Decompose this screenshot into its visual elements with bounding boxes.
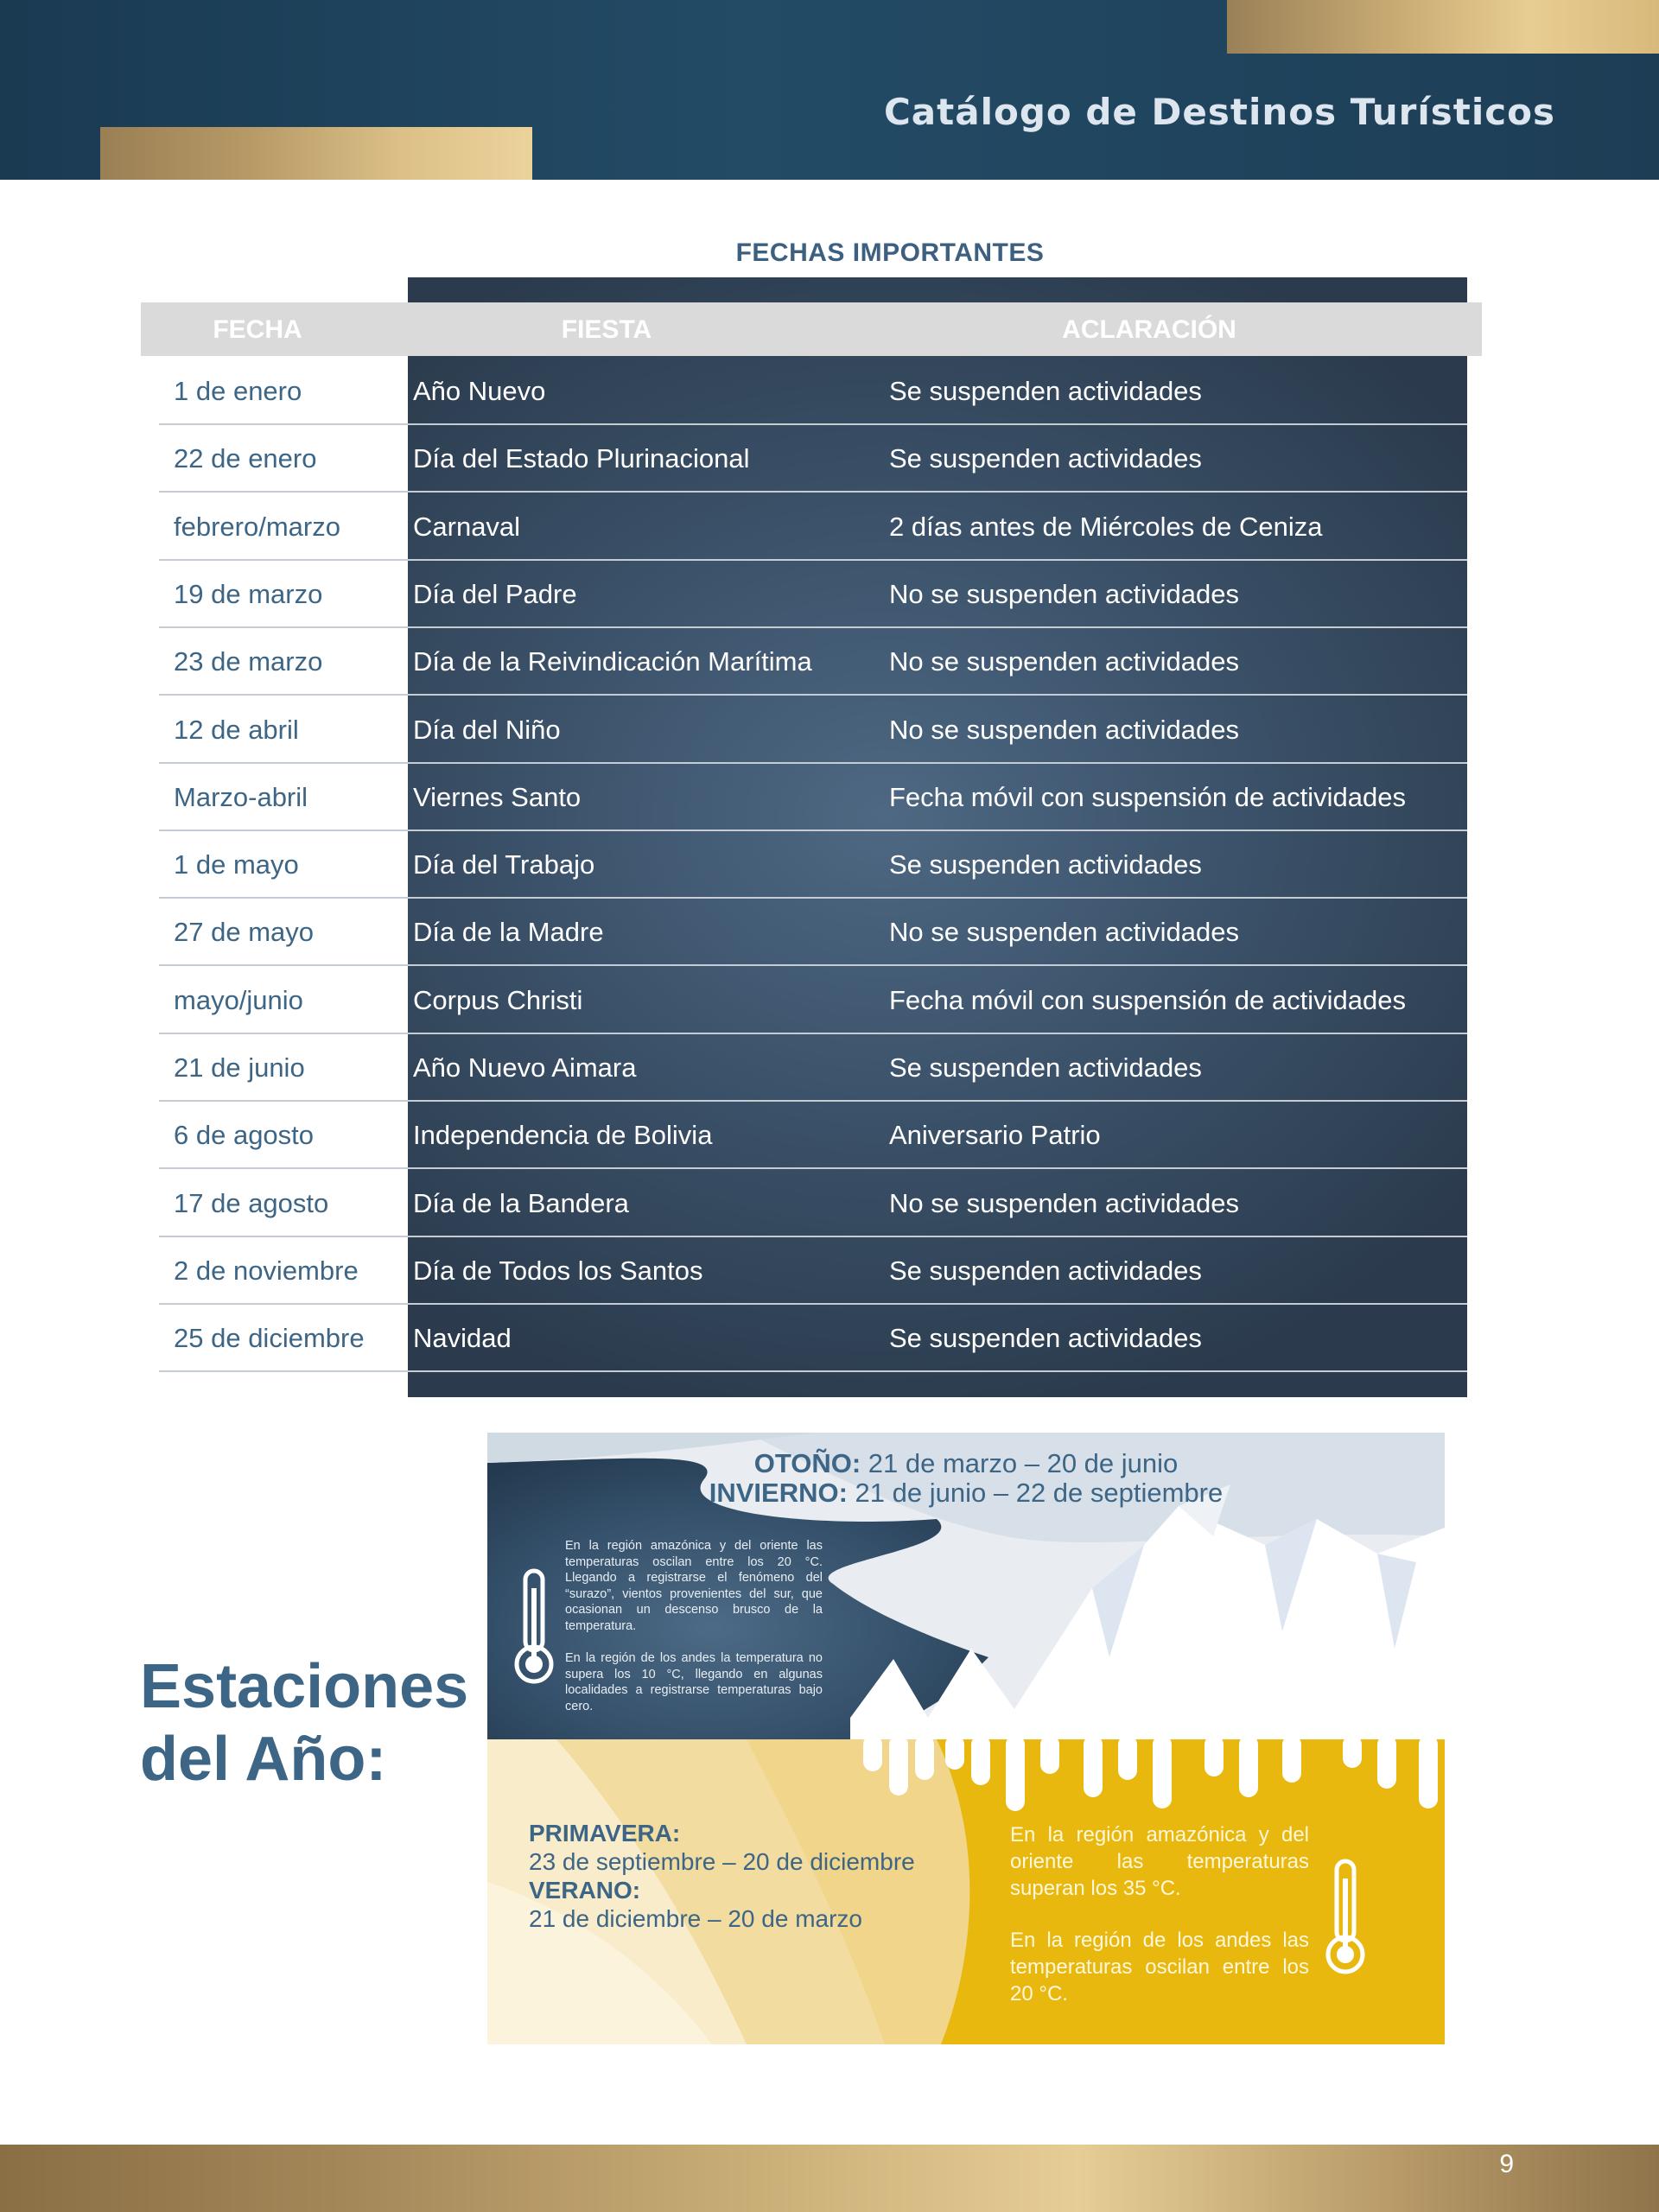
table-row <box>159 967 1467 1034</box>
cell-fecha: 12 de abril <box>174 714 299 745</box>
table-row <box>159 1034 1467 1102</box>
spring-label: PRIMAVERA: <box>529 1820 681 1847</box>
cell-fiesta: Viernes Santo <box>413 781 582 812</box>
cell-aclaracion: Se suspenden actividades <box>889 376 1202 406</box>
spring-summer-block <box>529 1819 915 1933</box>
summer-dates: 21 de diciembre – 20 de marzo <box>529 1905 862 1932</box>
cell-aclaracion: Se suspenden actividades <box>889 1052 1202 1083</box>
cell-fecha: 2 de noviembre <box>174 1255 359 1286</box>
cell-aclaracion: Aniversario Patrio <box>889 1120 1101 1151</box>
table-row <box>159 493 1467 561</box>
cell-fecha: 17 de agosto <box>174 1187 329 1218</box>
seasons-title-line1: Estaciones <box>140 1652 469 1721</box>
table-row <box>159 358 1467 425</box>
cell-fiesta: Día de la Bandera <box>413 1187 629 1218</box>
table-row <box>159 831 1467 899</box>
cell-fecha: 1 de enero <box>174 376 302 406</box>
cell-aclaracion: Se suspenden actividades <box>889 849 1202 880</box>
cell-fecha: 21 de junio <box>174 1052 305 1083</box>
cell-aclaracion: Se suspenden actividades <box>889 1255 1202 1286</box>
cell-fecha: 27 de mayo <box>174 917 314 948</box>
cell-fiesta: Día del Niño <box>413 714 561 745</box>
cell-aclaracion: No se suspenden actividades <box>889 714 1239 745</box>
table-row <box>159 764 1467 831</box>
table-row <box>159 628 1467 696</box>
cell-fecha: 19 de marzo <box>174 578 323 609</box>
table-row <box>159 1102 1467 1169</box>
cell-fiesta: Día de Todos los Santos <box>413 1255 703 1286</box>
table-row <box>159 1170 1467 1237</box>
gold-accent-bar-top <box>1227 0 1659 54</box>
cell-fiesta: Día de la Reivindicación Marítima <box>413 646 812 677</box>
cell-fecha: 23 de marzo <box>174 646 323 677</box>
table-row <box>159 1237 1467 1305</box>
cell-fiesta: Día de la Madre <box>413 917 604 948</box>
cell-fecha: 1 de mayo <box>174 849 299 880</box>
hot-climate-text-2: En la región de los andes las temperaturas oscilan entre los 20 °C. <box>1010 1929 1309 2005</box>
row-divider <box>159 1370 1467 1372</box>
cell-fecha: febrero/marzo <box>174 511 340 542</box>
cold-climate-text-2: En la región de los andes la temperatura no supera los 10 °C, llegando en algunas localidades a registrarse temperaturas bajo cero. <box>565 1651 823 1713</box>
cell-aclaracion: No se suspenden actividades <box>889 1187 1239 1218</box>
gold-accent-bar-left <box>100 127 532 180</box>
summer-label: VERANO: <box>529 1877 641 1904</box>
cell-fiesta: Día del Trabajo <box>413 849 595 880</box>
table-row <box>159 561 1467 628</box>
table-row <box>159 1305 1467 1372</box>
winter-label: INVIERNO: <box>709 1478 848 1508</box>
column-header-fecha: FECHA <box>213 315 302 344</box>
hot-climate-text-1: En la región amazónica y del oriente las temperaturas superan los 35 °C. <box>1010 1823 1309 1900</box>
footer-bar <box>0 2145 1659 2212</box>
seasons-title <box>140 1650 468 1796</box>
winter-dates: 21 de junio – 22 de septiembre <box>855 1478 1224 1508</box>
cell-fecha: 25 de diciembre <box>174 1323 365 1354</box>
cell-fiesta: Día del Padre <box>413 578 577 609</box>
seasons-title-line2: del Año: <box>140 1725 387 1794</box>
cell-fiesta: Año Nuevo Aimara <box>413 1052 637 1083</box>
cell-fiesta: Día del Estado Plurinacional <box>413 443 750 474</box>
cell-aclaracion: No se suspenden actividades <box>889 917 1239 948</box>
page-number: 9 <box>1499 2150 1514 2178</box>
cell-fecha: mayo/junio <box>174 984 303 1015</box>
cell-aclaracion: No se suspenden actividades <box>889 646 1239 677</box>
autumn-label: OTOÑO: <box>753 1448 861 1478</box>
cell-fiesta: Año Nuevo <box>413 376 546 406</box>
table-title: FECHAS IMPORTANTES <box>735 238 1045 267</box>
cell-aclaracion: No se suspenden actividades <box>889 578 1239 609</box>
winter-line <box>487 1478 1445 1509</box>
spring-dates: 23 de septiembre – 20 de diciembre <box>529 1848 915 1875</box>
cell-aclaracion: Se suspenden actividades <box>889 443 1202 474</box>
cell-fiesta: Independencia de Bolivia <box>413 1120 713 1151</box>
catalog-title: Catálogo de Destinos Turísticos <box>883 91 1555 133</box>
cell-fecha: Marzo-abril <box>174 781 308 812</box>
cell-fiesta: Carnaval <box>413 511 521 542</box>
autumn-line <box>487 1448 1445 1479</box>
cell-aclaracion: 2 días antes de Miércoles de Ceniza <box>889 511 1323 542</box>
cell-fecha: 22 de enero <box>174 443 317 474</box>
table-row <box>159 425 1467 493</box>
autumn-dates: 21 de marzo – 20 de junio <box>868 1448 1179 1478</box>
cell-aclaracion: Fecha móvil con suspensión de actividades <box>889 984 1406 1015</box>
cell-aclaracion: Fecha móvil con suspensión de actividades <box>889 781 1406 812</box>
cell-fiesta: Navidad <box>413 1323 512 1354</box>
cell-fiesta: Corpus Christi <box>413 984 583 1015</box>
cell-aclaracion: Se suspenden actividades <box>889 1323 1202 1354</box>
column-header-fiesta: FIESTA <box>561 315 652 344</box>
table-row <box>159 696 1467 764</box>
column-header-aclaracion: ACLARACIÓN <box>1062 315 1236 344</box>
cell-fecha: 6 de agosto <box>174 1120 315 1151</box>
table-row <box>159 899 1467 966</box>
cold-climate-text-1: En la región amazónica y del oriente las temperaturas oscilan entre los 20 °C. Llegando a registrarse el fenómeno del “surazo”, vientos provenientes del sur, que ocasionan un descenso brusco de la temperatura. <box>565 1539 823 1633</box>
